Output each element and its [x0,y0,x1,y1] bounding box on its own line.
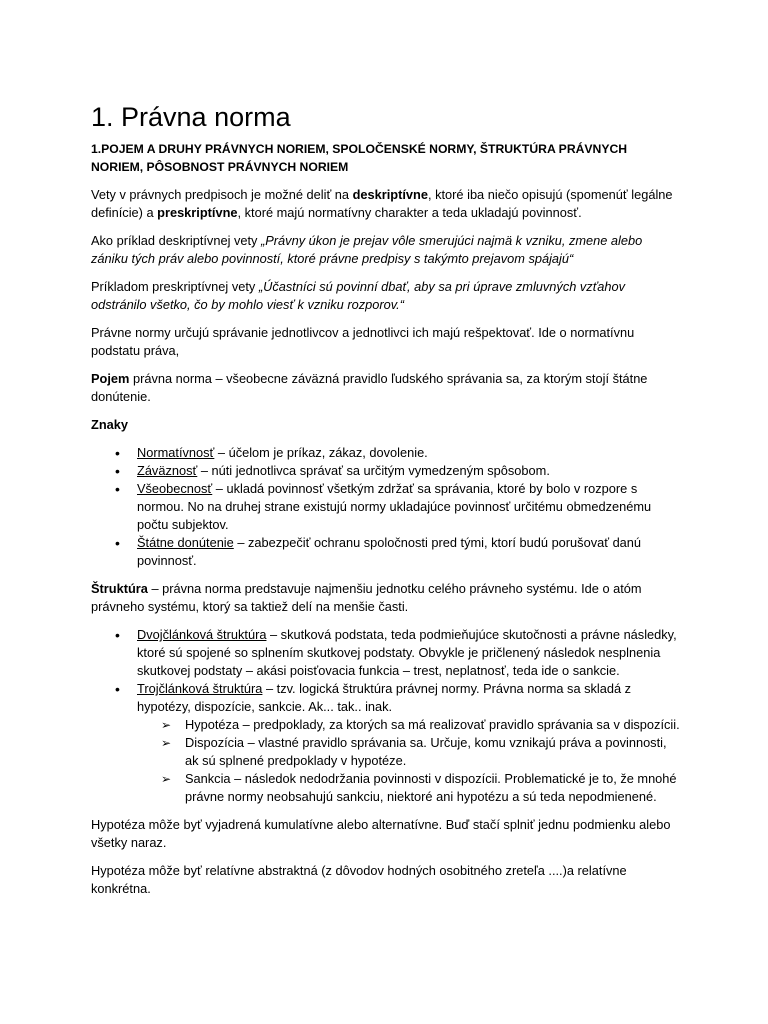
paragraph-struktura [91,580,681,616]
bold-term: Štruktúra [91,581,148,596]
text: Vety v právnych predpisoch je možné deliť na [91,187,353,202]
text: Ako príklad deskriptívnej vety [91,233,261,248]
list-text: – núti jednotlivca správať sa určitým vymedzeným spôsobom. [197,463,550,478]
paragraph-hypoteza-1: Hypotéza môže byť vyjadrená kumulatívne alebo alternatívne. Buď stačí splniť jednu podmienku alebo všetky naraz. [91,817,671,850]
sublist-text: Hypotéza – predpoklady, za ktorých sa má realizovať pravidlo správania sa v dispozícii. [185,717,680,732]
list-item [91,444,681,462]
struktura-list [91,626,681,806]
document-page [91,100,681,908]
arrow-bullet-icon: ➢ [161,718,172,732]
paragraph-normative: Právne normy určujú správanie jednotlivcov a jednotlivci ich majú rešpektovať. Ide o normatívnu podstatu práva, [91,325,635,358]
znaky-heading: Znaky [91,417,128,432]
section-heading: 1.POJEM A DRUHY PRÁVNYCH NORIEM, SPOLOČENSKÉ NORMY, ŠTRUKTÚRA PRÁVNYCH NORIEM, PÔSOBNOST PRÁVNYCH NORIEM [91,142,628,174]
list-item [91,534,681,570]
quote: „Právny úkon je prejav vôle smerujúci najmä k vzniku, zmene alebo zániku tých práv alebo povinností, ktoré právne predpisy s takýmto prejavom spájajú“ [91,233,643,266]
list-term: Všeobecnosť [137,481,213,496]
bold-term: preskriptívne [157,205,238,220]
text: – právna norma predstavuje najmenšiu jednotku celého právneho systému. Ide o atóm právneho systému, ktorý sa taktiež delí na menšie časti. [91,581,642,614]
znaky-list [91,444,681,570]
text: , ktoré majú normatívny charakter a teda ukladajú povinnosť. [237,205,582,220]
sublist-text: Sankcia – následok nedodržania povinnosti v dispozícii. Problematické je to, že mnohé právne normy neobsahujú sankciu, niektoré ani hypotézu a sú teda nepodmienené. [185,771,677,804]
sublist-item [139,770,681,806]
list-text: – skutková podstata, teda podmieňujúce skutočnosti a právne následky, ktoré sú spojené so splnením skutkovej podstaty. Obvykle je pričlenený následok nesplnenia skutkovej podstaty – akási poisťovacia funkcia – trest, neplatnosť, teda ide o sankcie. [137,627,677,678]
sublist-item [139,734,681,770]
sublist-text: Dispozícia – vlastné pravidlo správania sa. Určuje, komu vznikajú práva a povinnosti, ak sú splnené predpoklady v hypotéze. [185,735,667,768]
text: , ktoré iba niečo opisujú (spomenúť legálne definície) a [91,187,673,220]
quote: „Účastníci sú povinní dbať, aby sa pri úprave zmluvných vzťahov odstránilo všetko, čo by mohlo viesť k vzniku rozporov.“ [91,279,625,312]
list-term: Štátne donútenie [137,535,234,550]
bold-term: deskriptívne [352,187,428,202]
list-term: Trojčlánková štruktúra [137,681,263,696]
sublist [137,716,681,806]
list-item [91,480,681,534]
list-text: – ukladá povinnosť všetkým zdržať sa správania, ktoré by bolo v rozpore s normou. No na druhej strane existujú normy ukladajúce povinnosť určitému obmedzenému počtu subjektov. [137,481,652,532]
page-title: 1. Právna norma [91,102,291,132]
list-item [91,462,681,480]
text: Príkladom preskriptívnej vety [91,279,259,294]
list-item [91,626,681,680]
text: právna norma – všeobecne záväzná pravidlo ľudského správania sa, za ktorým stojí štátne donútenie. [91,371,648,404]
arrow-bullet-icon: ➢ [161,736,172,750]
paragraph-sentence-types [91,186,681,222]
list-text: – účelom je príkaz, zákaz, dovolenie. [214,445,428,460]
paragraph-descriptive-example [91,232,681,268]
arrow-bullet-icon: ➢ [161,772,172,786]
bold-term: Pojem [91,371,130,386]
sublist-item [139,716,681,734]
list-term: Normatívnosť [137,445,215,460]
paragraph-definition [91,370,681,406]
list-item [91,680,681,806]
paragraph-hypoteza-2: Hypotéza môže byť relatívne abstraktná (z dôvodov hodných osobitného zreteľa ....)a relatívne konkrétna. [91,863,627,896]
paragraph-prescriptive-example [91,278,681,314]
list-term: Dvojčlánková štruktúra [137,627,267,642]
list-term: Záväznosť [137,463,198,478]
list-text: – zabezpečiť ochranu spoločnosti pred tými, ktorí budú porušovať danú povinnosť. [137,535,642,568]
list-text: – tzv. logická štruktúra právnej normy. Právna norma sa skladá z hypotézy, dispozície, sankcie. Ak... tak.. inak. [137,681,632,714]
